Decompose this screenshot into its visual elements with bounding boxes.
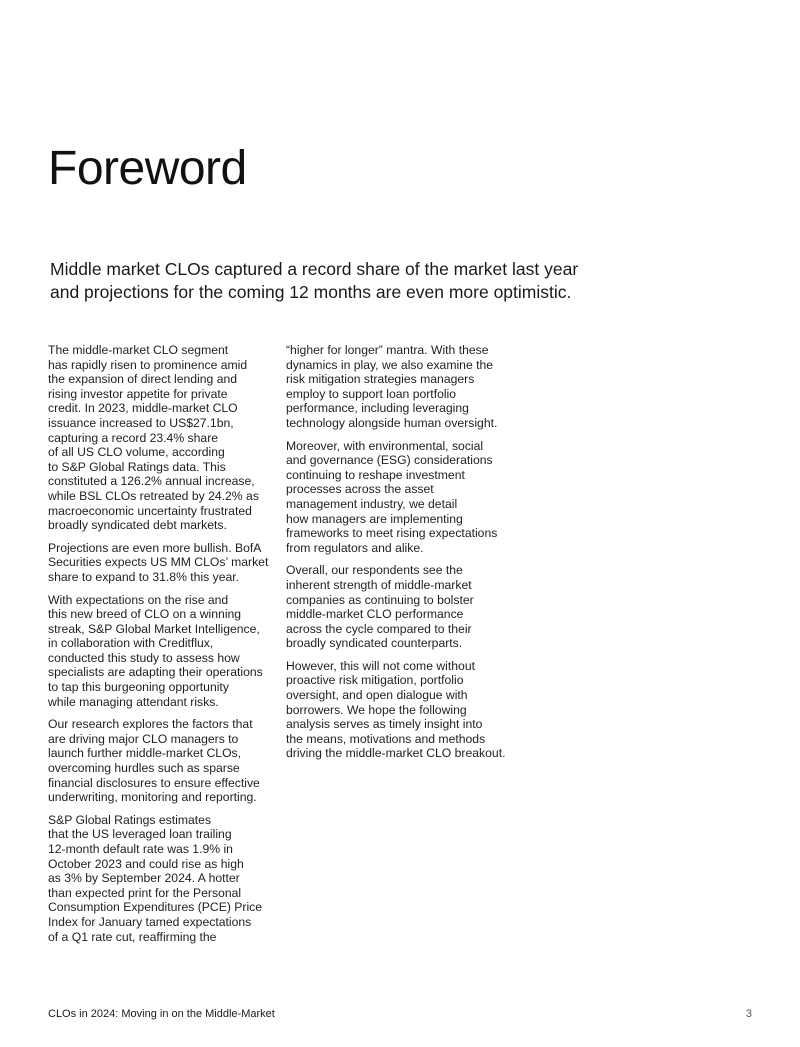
text-line: proactive risk mitigation, portfolio [286,673,464,688]
text-line: October 2023 and could rise as high [48,856,244,871]
text-line: 12-month default rate was 1.9% in [48,842,233,856]
page-number: 3 [745,1008,752,1020]
text-line: are driving major CLO managers to [48,731,239,746]
body-paragraph [48,593,280,710]
text-line: macroeconomic uncertainty frustrated [48,503,252,518]
text-line: from regulators and alike. [286,540,424,555]
text-line: “higher for longer” mantra. With these [286,343,489,357]
text-line: rising investor appetite for private [48,386,228,401]
body-paragraph [48,541,280,585]
text-line: Overall, our respondents see the [286,563,463,578]
text-line: launch further middle-market CLOs, [48,746,242,761]
body-paragraph [286,439,518,556]
body-paragraph [286,563,518,651]
text-line: of a Q1 rate cut, reaffirming the [48,929,217,944]
text-line: management industry, we detail [286,496,458,511]
right-column [286,343,518,769]
text-line: technology alongside human oversight. [286,415,498,430]
text-line: that the US leveraged loan trailing [48,827,232,842]
text-line: has rapidly risen to prominence amid [48,357,248,372]
text-line: Securities expects US MM CLOs’ market [48,555,269,570]
text-line: conducted this study to assess how [48,650,240,665]
text-line: to S&P Global Ratings data. This [48,459,226,474]
text-line: analysis serves as timely insight into [286,717,483,732]
text-line: Index for January tamed expectations [48,914,252,929]
text-line: in collaboration with Creditflux, [48,636,214,651]
body-paragraph [48,813,280,944]
text-line: performance, including leveraging [286,401,469,416]
text-line: while managing attendant risks. [48,694,219,709]
text-line: borrowers. We hope the following [286,702,467,717]
text-line: this new breed of CLO on a winning [48,607,242,622]
text-line: Our research explores the factors that [48,717,253,732]
text-line: financial disclosures to ensure effective [48,775,260,790]
text-line: constituted a 126.2% annual increase, [48,474,255,489]
text-line: middle-market CLO performance [286,607,464,622]
text-line: Projections are even more bullish. BofA [48,540,262,555]
text-line: The middle-market CLO segment [48,343,229,357]
text-line: the expansion of direct lending and [48,372,238,387]
text-line: companies as continuing to bolster [286,592,474,607]
text-line: Moreover, with environmental, social [286,438,484,453]
body-paragraph [48,343,280,533]
text-line: inherent strength of middle-market [286,577,472,592]
text-line: broadly syndicated debt markets. [48,518,227,533]
body-paragraph [286,343,518,431]
text-line: while BSL CLOs retreated by 24.2% as [48,488,259,503]
text-line: the means, motivations and methods [286,731,486,746]
text-line: risk mitigation strategies managers [286,372,475,387]
text-line: capturing a record 23.4% share [48,430,219,445]
body-paragraph [286,659,518,761]
page-title: Foreword [48,142,247,195]
text-line: Consumption Expenditures (PCE) Price [48,900,263,915]
text-line: continuing to reshape investment [286,467,465,482]
text-line: underwriting, monitoring and reporting. [48,790,257,805]
text-line: across the cycle compared to their [286,621,472,636]
text-line: issuance increased to US$27.1bn, [48,415,234,430]
text-line: than expected print for the Personal [48,885,242,900]
text-line: how managers are implementing [286,511,463,526]
text-line: With expectations on the rise and [48,592,229,607]
text-line: as 3% by September 2024. A hotter [48,871,240,886]
text-line: dynamics in play, we also examine the [286,357,494,372]
text-line: streak, S&P Global Market Intelligence, [48,621,260,636]
text-line: overcoming hurdles such as sparse [48,761,240,776]
text-line: and governance (ESG) considerations [286,453,493,468]
text-line: of all US CLO volume, according [48,445,225,460]
text-line: S&P Global Ratings estimates [48,812,212,827]
text-line: Middle market CLOs captured a record share of the market last year [50,259,579,279]
text-line: and projections for the coming 12 months are even more optimistic. [50,281,572,302]
text-line: However, this will not come without [286,658,475,673]
text-line: employ to support loan portfolio [286,386,457,401]
text-line: to tap this burgeoning opportunity [48,680,229,695]
text-line: specialists are adapting their operations [48,665,263,680]
text-line: driving the middle-market CLO breakout. [286,746,506,761]
text-line: oversight, and open dialogue with [286,688,468,703]
text-line: broadly syndicated counterparts. [286,636,463,651]
left-column [48,343,280,952]
text-line: credit. In 2023, middle-market CLO [48,401,238,416]
intro-standfirst [50,258,610,303]
footer-document-title: CLOs in 2024: Moving in on the Middle-Market [48,1008,275,1020]
text-line: share to expand to 31.8% this year. [48,569,240,584]
text-line: frameworks to meet rising expectations [286,526,498,541]
body-paragraph [48,717,280,805]
text-line: processes across the asset [286,482,434,497]
